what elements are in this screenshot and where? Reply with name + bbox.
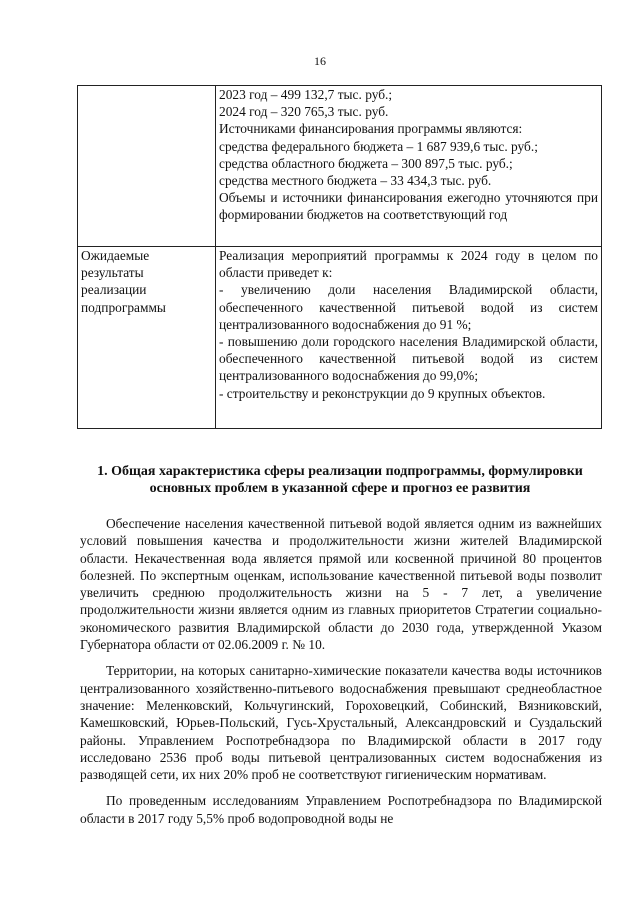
financing-regional: средства областного бюджета – 300 897,5 тыс. руб.; — [219, 155, 513, 171]
results-item-urban: - повышению доли городского населения Владимирской области, обеспеченного качественной питьевой водой из систем централизованного водоснабжения до 99,0%; — [219, 334, 598, 384]
financing-note: Объемы и источники финансирования ежегодно уточняются при формировании бюджетов на соответствующий год — [219, 190, 598, 223]
row-label-financing — [78, 86, 216, 247]
table-row-expected-results — [78, 247, 602, 429]
financing-line-2024: 2024 год – 320 765,3 тыс. руб. — [219, 104, 389, 120]
paragraph: По проведенным исследованиям Управлением Роспотребнадзора по Владимирской области в 2017 году 5,5% проб водопроводной воды не — [80, 793, 602, 826]
financing-sources-intro: Источниками финансирования программы являются: — [219, 121, 523, 137]
section-heading: 1. Общая характеристика сферы реализации подпрограммы, формулировки основных проблем в указанной сфере и прогноз ее развития — [97, 464, 583, 496]
body-text — [80, 515, 602, 827]
expected-results-cell — [216, 247, 602, 429]
page-number: 16 — [314, 54, 326, 68]
row-label-expected-results: Ожидаемые результаты реализации подпрограммы — [78, 247, 216, 429]
paragraph: Территории, на которых санитарно-химические показатели качества воды источников централизованного хозяйственно-питьевого водоснабжения превышают среднеобластное значение: Меленковский, Кольчугинский, Гороховецкий, Собинский, Вязниковский, Камешковский, Юрьев-Польский, Гусь-Хрустальный, Александровский и Суздальский районы. Управлением Роспотребнадзора по Владимирской области в 2017 году исследовано 2536 проб воды питьевой централизованных систем водоснабжения из разводящей сети, их них 20% проб не соответствуют гигиеническим нормативам. — [80, 663, 602, 783]
results-item-population: - увеличению доли населения Владимирской области, обеспеченного качественной питьевой водой из систем централизованного водоснабжения до 91 %; — [219, 282, 598, 332]
results-item-construction: - строительству и реконструкции до 9 крупных объектов. — [219, 385, 546, 401]
paragraph: Обеспечение населения качественной питьевой водой является одним из важнейших условий повышения качества и продолжительности жизни жителей Владимирской области. Некачественная вода является прямой или косвенной причиной 80 процентов болезней. По экспертным оценкам, использование качественной питьевой воды позволит увеличить среднюю продолжительность жизни на 5 - 7 лет, а увеличение продолжительности жизни является одним из главных приоритетов Стратегии социально-экономического развития Владимирской области до 2030 года, утвержденной Указом Губернатора области от 02.06.2009 г. № 10. — [80, 516, 602, 653]
subprogram-passport-table — [77, 85, 602, 429]
financing-line-2023: 2023 год – 499 132,7 тыс. руб.; — [219, 87, 393, 102]
financing-cell — [216, 86, 602, 247]
financing-federal: средства федерального бюджета – 1 687 939,6 тыс. руб.; — [219, 138, 538, 154]
results-intro: Реализация мероприятий программы к 2024 году в целом по области приведет к: — [219, 248, 598, 281]
table-row-financing — [78, 86, 602, 247]
financing-local: средства местного бюджета – 33 434,3 тыс. руб. — [219, 173, 492, 189]
